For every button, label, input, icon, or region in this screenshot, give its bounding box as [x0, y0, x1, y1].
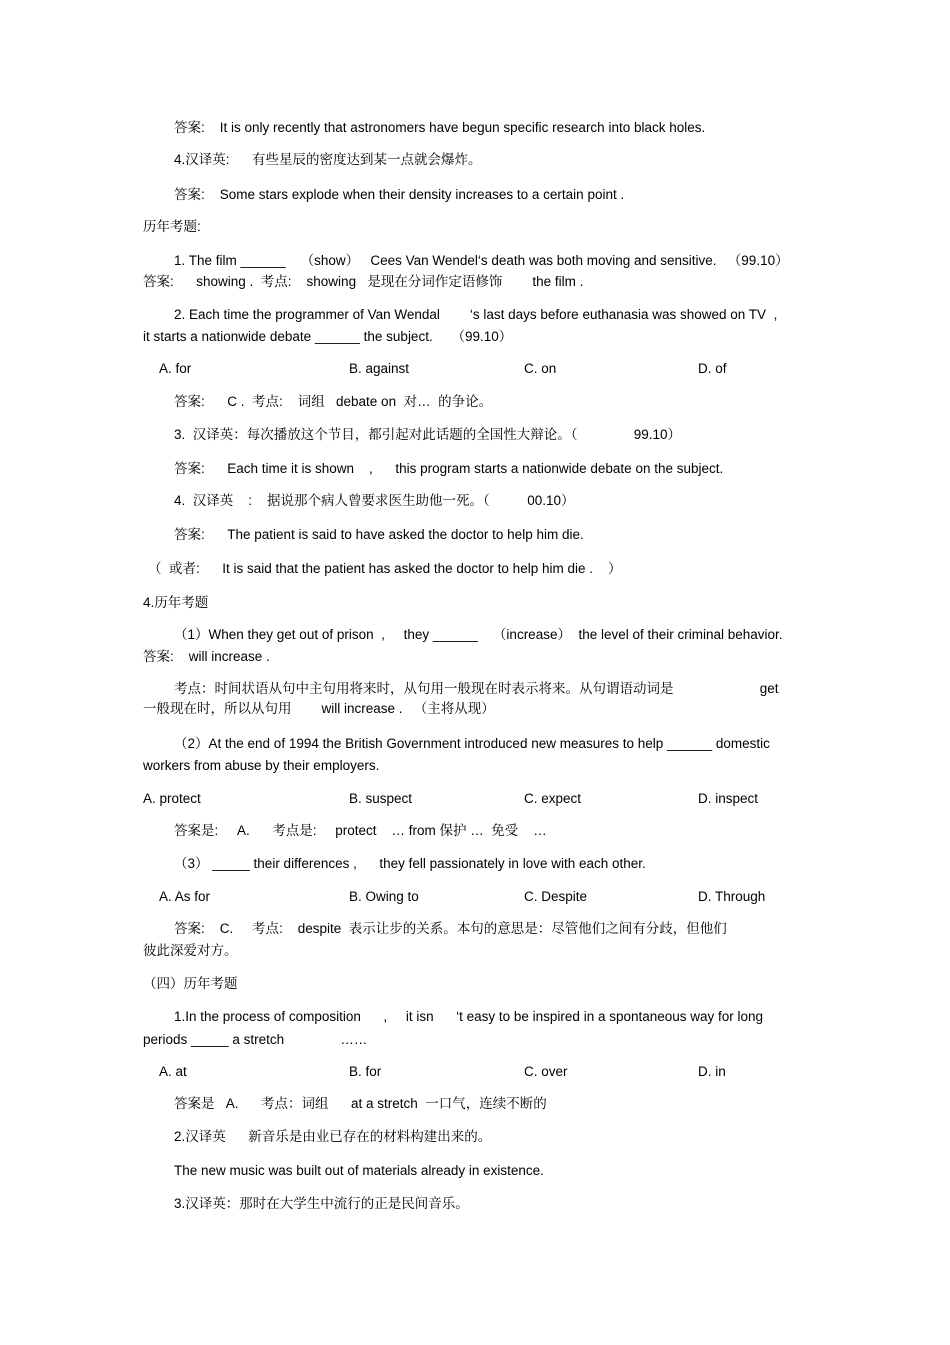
- option-d: D. of: [698, 361, 727, 376]
- answer-line: 答案: Some stars explode when their density increases to a certain point .: [174, 187, 625, 202]
- answer-line: 答案: The patient is said to have asked the doctor to help him die.: [174, 527, 584, 542]
- option-d: D. Through: [698, 889, 766, 904]
- answer-line: 答案: showing . 考点: showing 是现在分词作定语修饰 the film .: [143, 274, 584, 289]
- question-line: 3. 汉译英：每次播放这个节目，都引起对此话题的全国性大辩论。（ 99.10）: [174, 427, 682, 442]
- section-heading: （四）历年考题: [143, 976, 238, 991]
- option-a: A. at: [159, 1064, 187, 1079]
- option-b: B. against: [349, 361, 410, 376]
- question-line: 2.汉译英 新音乐是由业已存在的材料构建出来的。: [174, 1129, 492, 1144]
- answer-line: 彼此深爱对方。: [143, 943, 238, 958]
- option-b: B. for: [349, 1064, 382, 1079]
- question-line: it starts a nationwide debate ______ the subject. （99.10）: [143, 329, 513, 344]
- note-line: 一般现在时，所以从句用 will increase . （主将从现）: [143, 701, 495, 716]
- option-a: A. for: [159, 361, 192, 376]
- question-line: 4.汉译英: 有些星辰的密度达到某一点就会爆炸。: [174, 152, 482, 167]
- option-c: C. on: [524, 361, 557, 376]
- option-c: C. over: [524, 1064, 568, 1079]
- question-line: workers from abuse by their employers.: [143, 758, 380, 773]
- question-line: 1.In the process of composition , it isn ‘t easy to be inspired in a spontaneous way for long: [174, 1009, 764, 1024]
- question-line: 2. Each time the programmer of Van Wendal ‘s last days before euthanasia was showed on TV ,: [174, 307, 778, 322]
- option-a: A. As for: [159, 889, 211, 904]
- note-line: 考点：时间状语从句中主句用将来时，从句用一般现在时表示将来。从句谓语动词是 get: [174, 681, 779, 696]
- question-line: （1）When they get out of prison , they ______ （increase） the level of their criminal behavior.: [174, 627, 783, 642]
- answer-line: （ 或者: It is said that the patient has asked the doctor to help him die . ）: [148, 561, 622, 576]
- answer-line: 答案: will increase .: [143, 649, 270, 664]
- answer-line: 答案: C. 考点: despite 表示让步的关系。本句的意思是：尽管他们之间有分歧，但他们: [174, 921, 727, 936]
- question-line: 4. 汉译英 : 据说那个病人曾要求医生助他一死。（ 00.10）: [174, 493, 575, 508]
- answer-line: The new music was built out of materials already in existence.: [174, 1163, 544, 1178]
- answer-line: 答案: It is only recently that astronomers have begun specific research into black holes.: [174, 120, 706, 135]
- option-b: B. Owing to: [349, 889, 419, 904]
- option-b: B. suspect: [349, 791, 413, 806]
- option-d: D. in: [698, 1064, 726, 1079]
- option-a: A. protect: [143, 791, 201, 806]
- question-line: 1. The film ______ （show） Cees Van Wendel‘s death was both moving and sensitive. （99.10）: [174, 253, 789, 268]
- answer-line: 答案: Each time it is shown , this program starts a nationwide debate on the subject.: [174, 461, 724, 476]
- question-line: （2）At the end of 1994 the British Government introduced new measures to help ______ domestic: [174, 736, 770, 751]
- option-c: C. expect: [524, 791, 582, 806]
- answer-line: 答案是: A. 考点是: protect … from 保护 … 免受 …: [174, 823, 547, 838]
- question-line: （3） _____ their differences , they fell passionately in love with each other.: [174, 856, 646, 871]
- answer-line: 答案是 A. 考点：词组 at a stretch 一口气，连续不断的: [174, 1096, 547, 1111]
- question-line: 3.汉译英：那时在大学生中流行的正是民间音乐。: [174, 1196, 469, 1211]
- option-c: C. Despite: [524, 889, 588, 904]
- option-d: D. inspect: [698, 791, 759, 806]
- question-line: periods _____ a stretch ……: [143, 1032, 368, 1047]
- section-heading: 4.历年考题: [143, 595, 209, 610]
- section-heading: 历年考题:: [143, 219, 201, 234]
- answer-line: 答案: C . 考点: 词组 debate on 对… 的争论。: [174, 394, 493, 409]
